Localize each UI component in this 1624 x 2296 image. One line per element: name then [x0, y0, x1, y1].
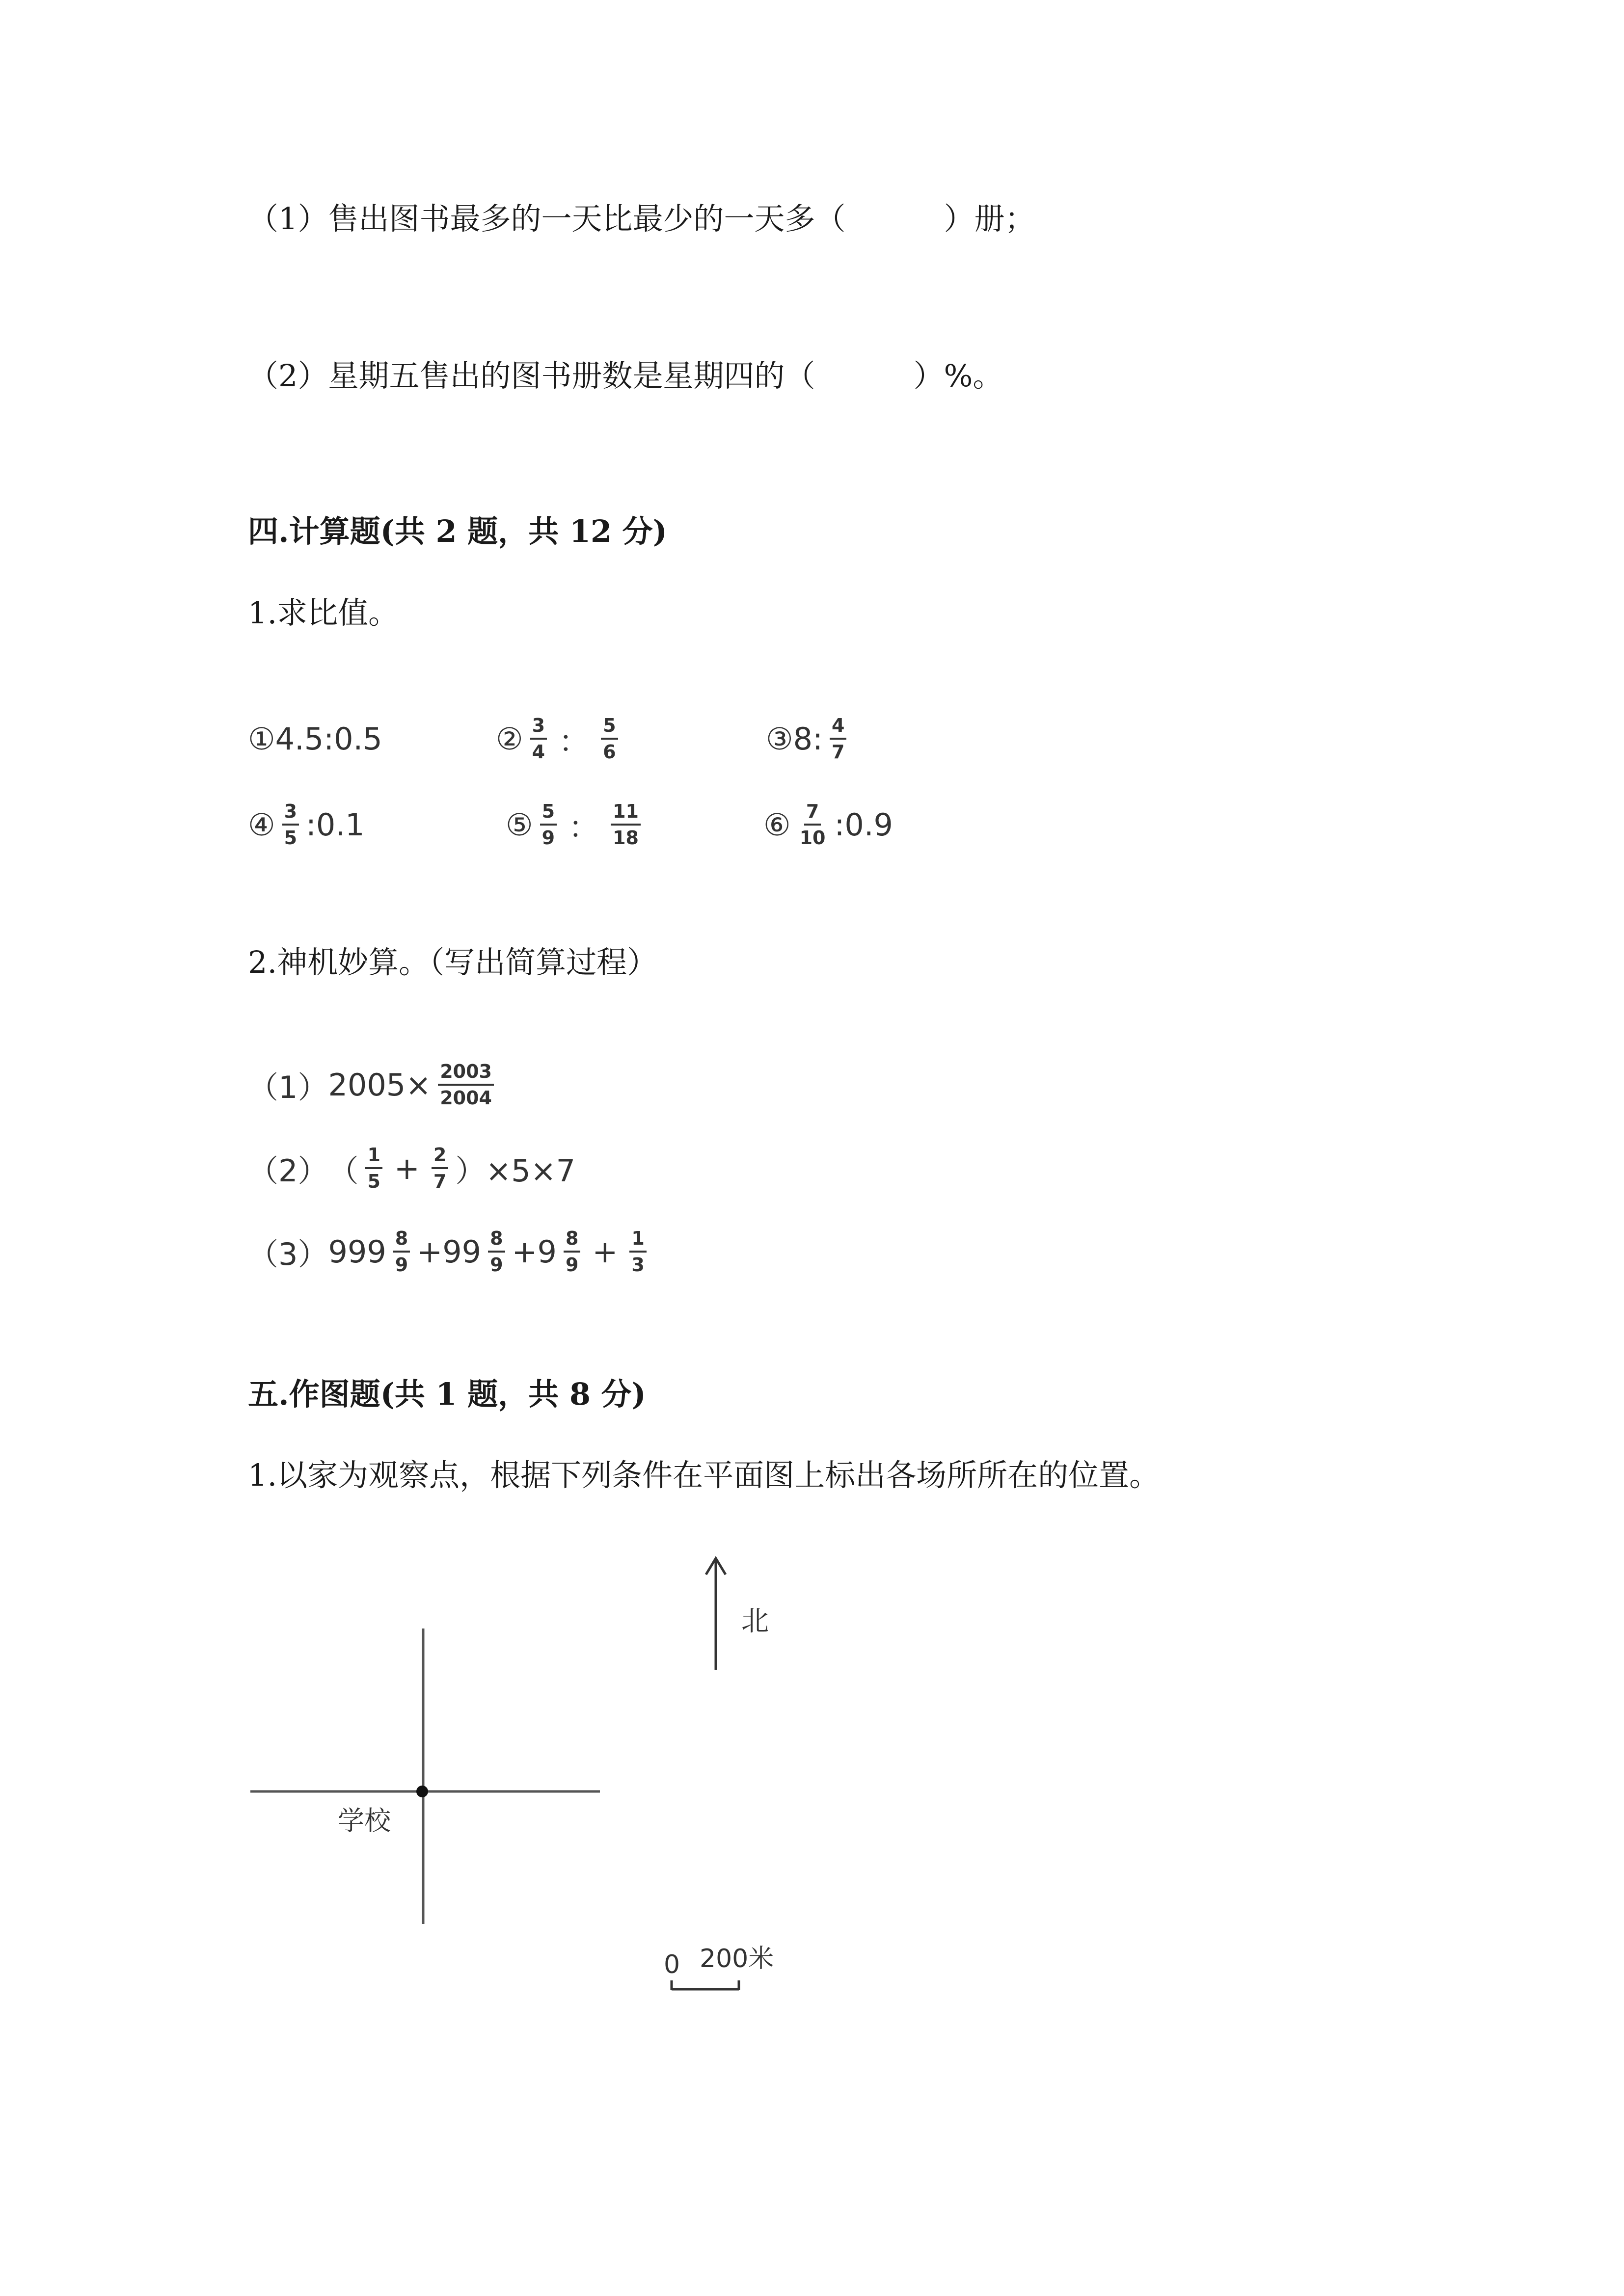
fraction	[393, 1229, 410, 1274]
fraction	[798, 802, 828, 847]
item-mark: ⑥	[763, 806, 791, 843]
fraction-numerator: 8	[564, 1229, 580, 1253]
ratio-separator: ：	[568, 809, 599, 845]
fraction-numerator: 1	[629, 1229, 646, 1253]
fraction-numerator: 5	[601, 716, 618, 740]
row-label: （1）	[248, 1069, 328, 1105]
row-label: （3）	[248, 1236, 328, 1272]
fraction-denominator: 6	[603, 741, 616, 763]
ratio-item-6	[763, 798, 893, 852]
row-lead: 2005×	[328, 1067, 432, 1103]
fraction-numerator: 8	[393, 1229, 410, 1253]
question-part-2-text-after: ）%。	[913, 358, 1003, 394]
term: +99	[417, 1233, 482, 1270]
scale-zero: 0	[664, 1950, 680, 1979]
ratio-item-1	[248, 712, 382, 766]
fraction-denominator: 5	[284, 827, 298, 849]
ratio-tail: :0.1	[306, 806, 365, 843]
fraction-denominator: 10	[799, 827, 826, 849]
fraction-denominator: 7	[433, 1171, 447, 1192]
fraction-denominator: 4	[532, 741, 545, 763]
fraction	[432, 1146, 448, 1191]
school-point[interactable]	[416, 1786, 428, 1797]
question-4-1-title: 1.求比值。	[248, 595, 399, 631]
fraction	[438, 1062, 494, 1107]
fraction-denominator: 3	[631, 1254, 645, 1276]
fraction-denominator: 9	[565, 1254, 579, 1276]
term: 999	[328, 1233, 386, 1270]
ratio-separator: ：	[559, 723, 590, 759]
fraction-denominator: 9	[541, 827, 555, 849]
school-label: 学校	[338, 1805, 391, 1836]
ratio-tail: :0.9	[834, 806, 893, 843]
fraction-denominator: 18	[613, 827, 639, 849]
ratio-expression: 4.5:0.5	[275, 721, 382, 757]
fraction-numerator: 3	[530, 716, 547, 740]
question-4-2-title: 2.神机妙算。（写出简算过程）	[248, 944, 658, 980]
row-label: （2）	[248, 1152, 328, 1189]
fraction-numerator: 7	[804, 802, 821, 826]
item-mark: ①	[248, 721, 275, 757]
item-mark: ②	[496, 721, 523, 757]
fraction	[830, 716, 846, 761]
simplify-row-1	[248, 1058, 501, 1112]
scale-label: 200米	[700, 1944, 774, 1974]
north-arrow-icon	[706, 1558, 726, 1670]
fraction-denominator: 9	[490, 1254, 503, 1276]
item-mark: ④	[248, 806, 275, 843]
fraction-numerator: 2003	[438, 1062, 494, 1086]
fraction-denominator: 9	[395, 1254, 408, 1276]
fraction	[564, 1229, 580, 1274]
fraction	[601, 716, 618, 761]
question-part-1-text-after: ）册；	[944, 201, 1035, 237]
term: +9	[512, 1233, 557, 1270]
question-part-2	[248, 358, 1003, 394]
fraction	[365, 1146, 382, 1191]
item-mark: ⑤	[506, 806, 533, 843]
simplify-row-3	[248, 1225, 653, 1279]
fraction-numerator: 5	[540, 802, 557, 826]
scale-bar	[672, 1980, 739, 1990]
section-5-heading: 五.作图题(共 1 题，共 8 分)	[248, 1376, 646, 1412]
fraction-denominator: 2004	[440, 1087, 492, 1109]
ratio-lead: 8:	[793, 721, 823, 757]
ratio-item-2	[496, 712, 625, 766]
north-label: 北	[741, 1605, 769, 1637]
fraction-denominator: 5	[367, 1171, 380, 1192]
fraction-numerator: 1	[365, 1146, 382, 1169]
fraction	[629, 1229, 646, 1274]
section-4-heading: 四.计算题(共 2 题，共 12 分)	[248, 513, 668, 549]
question-part-1-text-before: （1）售出图书最多的一天比最少的一天多（	[248, 201, 846, 237]
fraction	[540, 802, 557, 847]
fraction-numerator: 11	[611, 802, 641, 826]
fraction	[282, 802, 299, 847]
fraction	[530, 716, 547, 761]
plus-sign: +	[592, 1233, 618, 1270]
fraction-numerator: 3	[282, 802, 299, 826]
fraction	[611, 802, 641, 847]
ratio-item-3	[766, 712, 853, 766]
item-mark: ③	[766, 721, 793, 757]
ratio-item-5	[506, 798, 648, 852]
fraction-denominator: 7	[831, 741, 845, 763]
fraction-numerator: 2	[432, 1146, 448, 1169]
ratio-item-4	[248, 798, 365, 852]
question-part-2-text-before: （2）星期五售出的图书册数是星期四的（	[248, 358, 815, 394]
fraction-numerator: 4	[830, 716, 846, 740]
close-expression: ）×5×7	[455, 1152, 576, 1189]
question-part-1	[248, 201, 1035, 237]
fraction-numerator: 8	[488, 1229, 505, 1253]
plus-sign: +	[394, 1150, 420, 1186]
simplify-row-2	[248, 1141, 575, 1195]
fraction	[488, 1229, 505, 1274]
question-5-1-title: 1.以家为观察点，根据下列条件在平面图上标出各场所所在的位置。	[248, 1457, 1160, 1493]
map-figure	[0, 1546, 1624, 2282]
open-paren: （	[328, 1152, 359, 1189]
